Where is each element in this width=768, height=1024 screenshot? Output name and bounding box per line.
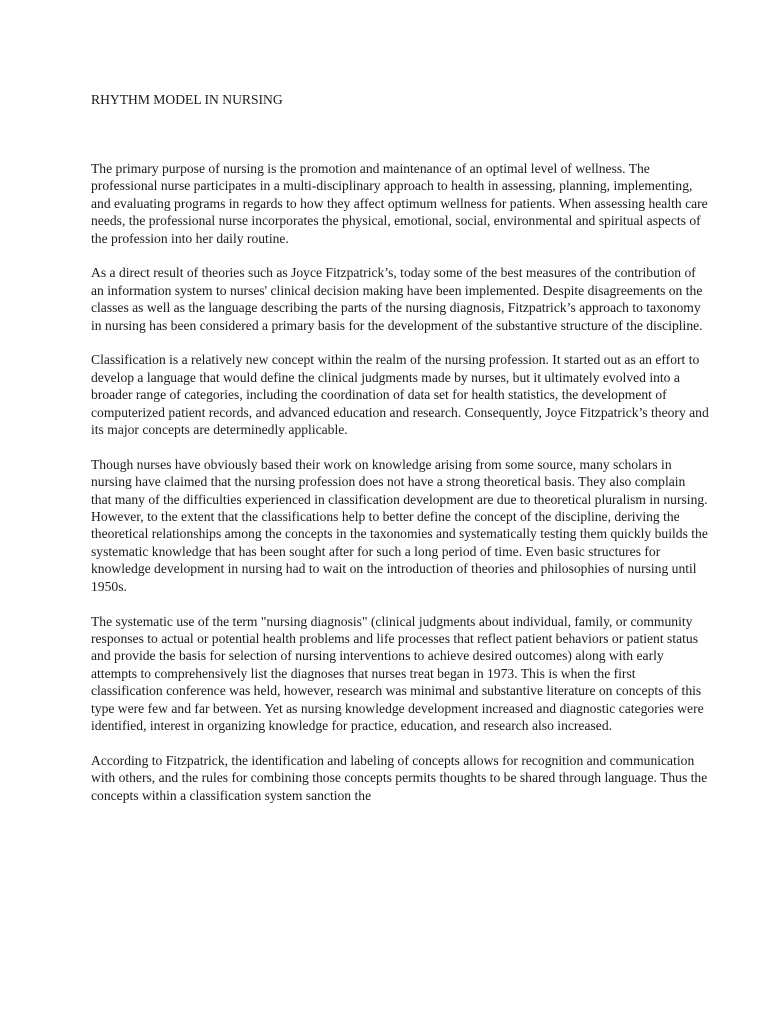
paragraph-3: Classification is a relatively new concept within the realm of the nursing profession. It started out as an effort to develop a language that would define the clinical judgments made by nurses, but it ultimately evolved into a broader range of categories, including the coordination of data set for health statistics, the development of computerized patient records, and advanced education and research. Consequently, Joyce Fitzpatrick’s theory and its major concepts are determinedly applicable. xyxy=(91,352,709,438)
document-body xyxy=(91,160,709,821)
paragraph-5: The systematic use of the term "nursing diagnosis" (clinical judgments about individual, family, or community responses to actual or potential health problems and life processes that reflect patient behaviors or patient status and provide the basis for selection of nursing interventions to achieve desired outcomes) along with early attempts to comprehensively list the diagnoses that nurses treat began in 1973. This is when the first classification conference was held, however, research was minimal and substantive literature on concepts of this type were few and far between. Yet as nursing knowledge development increased and diagnostic categories were identified, interest in organizing knowledge for practice, education, and research also increased. xyxy=(91,613,704,733)
paragraph-1: The primary purpose of nursing is the promotion and maintenance of an optimal level of wellness. The professional nurse participates in a multi-disciplinary approach to health in assessing, planning, implementing, and evaluating programs in regards to how they affect optimum wellness for patients. When assessing health care needs, the professional nurse incorporates the physical, emotional, social, environmental and spiritual aspects of the profession into her daily routine. xyxy=(91,161,708,246)
document-title: RHYTHM MODEL IN NURSING xyxy=(91,92,283,107)
paragraph-4: Though nurses have obviously based their work on knowledge arising from some source, many scholars in nursing have claimed that the nursing profession does not have a strong theoretical basis. They also complain that many of the difficulties experienced in classification development are due to theoretical pluralism in nursing. However, to the extent that the classifications help to better define the concept of the discipline, deriving the theoretical relationships among the concepts in the taxonomies and systematically testing them quickly builds the systematic knowledge that has been sought after for such a long period of time. Even basic structures for knowledge development in nursing had to wait on the introduction of theories and philosophies of nursing until 1950s. xyxy=(91,456,708,594)
paragraph-2: As a direct result of theories such as Joyce Fitzpatrick’s, today some of the best measures of the contribution of an information system to nurses' clinical decision making have been implemented. Despite disagreements on the classes as well as the language describing the parts of the nursing diagnosis, Fitzpatrick’s approach to taxonomy in nursing has been considered a primary basis for the development of the substantive structure of the discipline. xyxy=(91,265,703,333)
paragraph-6: According to Fitzpatrick, the identification and labeling of concepts allows for recognition and communication with others, and the rules for combining those concepts permits thoughts to be shared through language. Thus the concepts within a classification system sanction the xyxy=(91,752,708,803)
